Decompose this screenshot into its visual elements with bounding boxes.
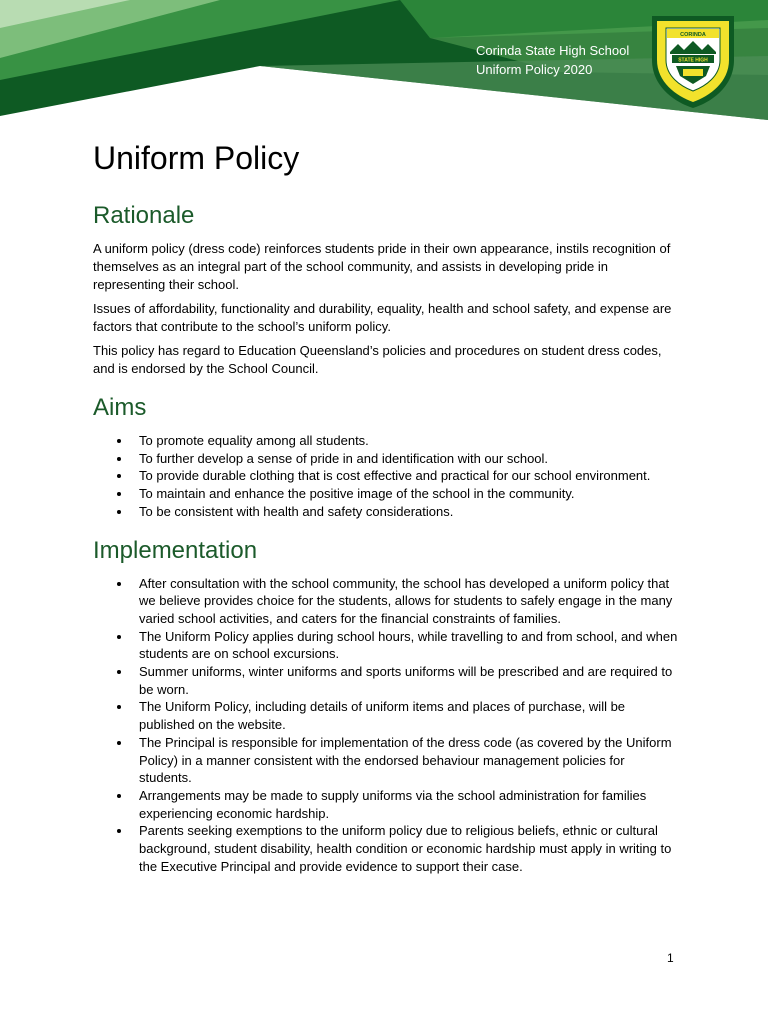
document-body <box>93 136 678 889</box>
rationale-section <box>93 200 678 378</box>
list-item: To further develop a sense of pride in and identification with our school. <box>139 450 678 468</box>
list-item: To provide durable clothing that is cost effective and practical for our school environment. <box>139 467 678 485</box>
list-item: Arrangements may be made to supply uniforms via the school administration for families experiencing economic hardship. <box>139 787 678 822</box>
rationale-paragraph: Issues of affordability, functionality and durability, equality, health and school safety, and expense are factors that contribute to the school’s uniform policy. <box>93 301 672 334</box>
implementation-section <box>93 535 678 876</box>
page-title: Uniform Policy <box>93 140 300 176</box>
list-item: To be consistent with health and safety considerations. <box>139 503 678 521</box>
rationale-paragraph: This policy has regard to Education Queensland’s policies and procedures on student dress codes, and is endorsed by the School Council. <box>93 343 662 376</box>
list-item: The Uniform Policy applies during school hours, while travelling to and from school, and when students are on school excursions. <box>139 628 678 662</box>
list-item: Summer uniforms, winter uniforms and sports uniforms will be prescribed and are required to be worn. <box>139 663 678 698</box>
school-name: Corinda State High School <box>476 43 630 58</box>
page-number: 1 <box>667 951 674 965</box>
school-crest-logo <box>650 14 736 110</box>
list-item: To maintain and enhance the positive image of the school in the community. <box>139 485 678 503</box>
list-item: The Uniform Policy, including details of uniform items and places of purchase, will be published on the website. <box>139 698 678 733</box>
aims-heading: Aims <box>93 394 147 421</box>
list-item: Parents seeking exemptions to the uniform policy due to religious beliefs, ethnic or cultural background, student disability, health condition or economic hardship must apply in writing to the Executive Principal and provide evidence to support their case. <box>139 822 678 875</box>
header-school-info <box>476 41 629 79</box>
aims-list <box>93 432 678 521</box>
list-item: To promote equality among all students. <box>139 432 678 450</box>
implementation-heading: Implementation <box>93 536 258 564</box>
list-item: After consultation with the school community, the school has developed a uniform policy that we believe provides choice for the students, allows for students to safely engage in the many varied school activities, and caters for the financial constraints of families. <box>139 575 678 628</box>
list-item: The Principal is responsible for implementation of the dress code (as covered by the Uniform Policy) in a manner consistent with the endorsed behaviour management policies for students. <box>139 734 678 787</box>
implementation-list <box>93 575 678 876</box>
svg-text:STATE HIGH: STATE HIGH <box>678 57 708 64</box>
svg-text:CORINDA: CORINDA <box>680 32 706 38</box>
aims-section <box>93 392 678 521</box>
rationale-paragraph: A uniform policy (dress code) reinforces students pride in their own appearance, instils recognition of themselves as an integral part of the school community, and assists in developing pride in representing their school. <box>93 241 671 292</box>
rationale-heading: Rationale <box>93 202 195 229</box>
document-title: Uniform Policy 2020 <box>476 62 593 77</box>
